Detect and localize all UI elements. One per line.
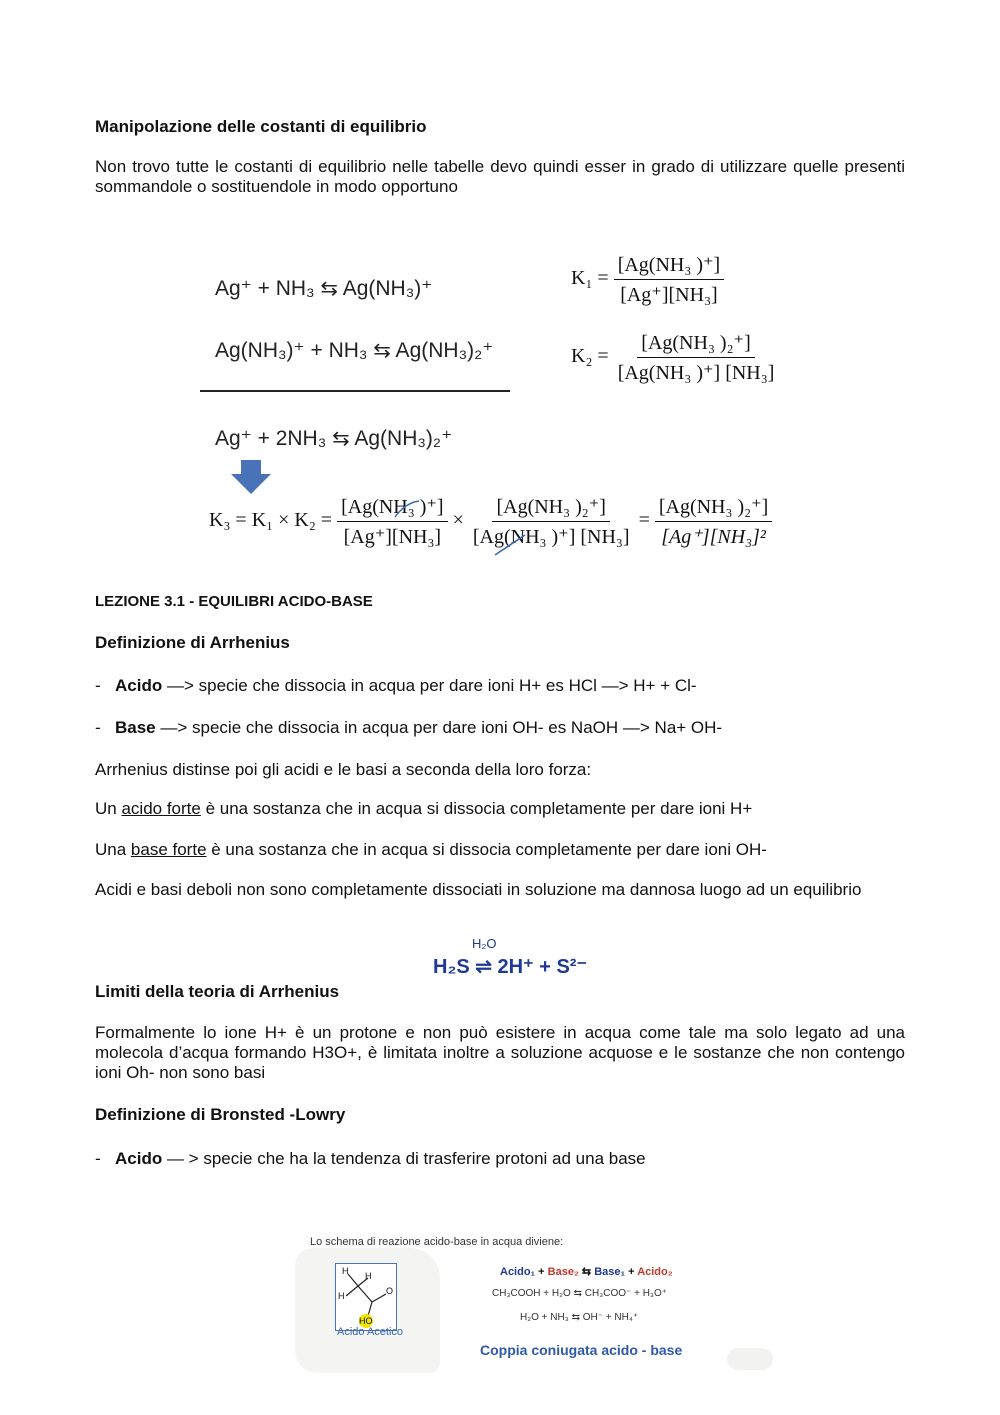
- intro-paragraph: Non trovo tutte le costanti di equilibrio nelle tabelle devo quindi esser in grado di utilizzare quelle presenti sommandole o sostituendole in modo opportuno: [95, 157, 905, 196]
- cancel-strokes: [375, 495, 635, 565]
- scheme-arrow: ⇆: [578, 1266, 595, 1278]
- bullet-text: — > specie che ha la tendenza di trasferire protoni ad una base: [162, 1149, 646, 1168]
- scheme-eq-2: H₂O + NH₃ ⇆ OH⁻ + NH₄⁺: [520, 1312, 639, 1323]
- base-forte-paragraph: [95, 840, 767, 860]
- scheme-acido1: Acido₁: [500, 1266, 536, 1278]
- text-fragment: è una sostanza che in acqua si dissocia completamente per dare ioni OH-: [206, 840, 767, 859]
- figure-caption: Lo schema di reazione acido-base in acqua diviene:: [310, 1236, 564, 1248]
- bullet-base: [95, 718, 722, 738]
- k1-fraction: [614, 252, 725, 307]
- reaction-sum: Ag⁺ + 2NH₃ ⇆ Ag(NH₃)₂⁺: [215, 427, 453, 450]
- k3-f1-denominator: [Ag⁺][NH₃]: [343, 526, 442, 548]
- k1-numerator: [Ag(NH₃ )⁺]: [614, 252, 725, 280]
- limiti-title: Limiti della teoria di Arrhenius: [95, 982, 340, 1001]
- k3-f2-denominator: [Ag(NH₃ )⁺] [NH₃]: [472, 526, 630, 548]
- down-arrow-icon: [231, 460, 271, 496]
- reaction-2: Ag(NH₃)⁺ + NH₃ ⇆ Ag(NH₃)₂⁺: [215, 339, 494, 362]
- forza-paragraph: Arrhenius distinse poi gli acidi e le basi a seconda della loro forza:: [95, 760, 592, 779]
- conjugate-pair-label: Coppia coniugata acido - base: [480, 1342, 683, 1358]
- scheme-base1: Base₁: [594, 1266, 626, 1278]
- k1-denominator: [Ag⁺][NH₃]: [620, 284, 718, 306]
- bullet-text: —> specie che dissocia in acqua per dare ioni H+ es HCl —> H+ + Cl-: [162, 676, 697, 695]
- bullet-acido: [95, 676, 697, 696]
- acido-forte-paragraph: [95, 799, 752, 819]
- k3-f3-denominator: [Ag⁺][NH₃]²: [661, 526, 766, 548]
- h2s-equation: H₂S ⇌ 2H⁺ + S²⁻: [433, 956, 588, 978]
- k2-lhs: K₂ =: [571, 345, 609, 368]
- limiti-paragraph: Formalmente lo ione H+ è un protone e non può esistere in acqua come tale ma solo legato ad una molecola d’acqua formando H3O+, è limitata inoltre a soluzione acquose e le sostanze che non contengo ioni Oh- non sono basi: [95, 1023, 905, 1082]
- scheme-line: [500, 1265, 673, 1278]
- scheme-plus: +: [625, 1266, 638, 1278]
- section-title: Manipolazione delle costanti di equilibrio: [95, 117, 427, 136]
- bullet-term: Acido: [115, 676, 163, 695]
- scheme-acido2: Acido₂: [637, 1266, 673, 1278]
- bullet-bronsted-acido: [95, 1149, 646, 1169]
- atom-h: H: [338, 1291, 345, 1301]
- k1-lhs: K₁ =: [571, 267, 609, 290]
- bullet-dash: -: [95, 718, 101, 737]
- equals-sign: =: [638, 509, 650, 532]
- text-fragment: Una: [95, 840, 131, 859]
- atom-h: H: [342, 1266, 349, 1276]
- underlined-term: acido forte: [121, 799, 201, 818]
- scheme-plus: +: [535, 1266, 548, 1278]
- acid-base-figure: [295, 1228, 775, 1378]
- k1-expression: [571, 252, 724, 307]
- k2-denominator: [Ag(NH₃ )⁺] [NH₃]: [617, 362, 775, 384]
- paper-scrap-bg: [727, 1348, 773, 1370]
- scheme-base2: Base₂: [547, 1266, 579, 1278]
- molecule-box: [335, 1263, 397, 1331]
- bullet-term: Base: [115, 718, 156, 737]
- bronsted-title: Definizione di Bronsted -Lowry: [95, 1105, 346, 1124]
- k3-f2-numerator: [Ag(NH₃ )₂⁺]: [492, 494, 609, 522]
- sum-line: [200, 390, 510, 392]
- times-sign: ×: [452, 509, 464, 532]
- bullet-dash: -: [95, 676, 101, 695]
- text-fragment: è una sostanza che in acqua si dissocia completamente per dare ioni H+: [200, 799, 753, 818]
- atom-ho: HO: [359, 1316, 373, 1326]
- bullet-dash: -: [95, 1149, 101, 1168]
- equilibrium-figure: [195, 240, 815, 570]
- atom-h: H: [365, 1271, 372, 1281]
- k2-numerator: [Ag(NH₃ )₂⁺]: [637, 330, 754, 358]
- reaction-1: Ag⁺ + NH₃ ⇆ Ag(NH₃)⁺: [215, 277, 433, 300]
- k3-fraction-3: [655, 494, 772, 549]
- k3-lhs: K₃ = K₁ × K₂ =: [209, 509, 333, 532]
- molecule-label: Acido Acetico: [337, 1326, 404, 1338]
- deboli-paragraph: Acidi e basi deboli non sono completamente dissociati in soluzione ma dannosa luogo ad un equilibrio: [95, 880, 862, 899]
- k2-expression: [571, 330, 778, 385]
- bullet-text: —> specie che dissocia in acqua per dare ioni OH- es NaOH —> Na+ OH-: [155, 718, 723, 737]
- k3-f1-numerator: [Ag(NH₃ )⁺]: [337, 494, 448, 522]
- underlined-term: base forte: [130, 840, 207, 859]
- h2s-solvent: H₂O: [472, 936, 497, 951]
- lesson-heading: LEZIONE 3.1 - EQUILIBRI ACIDO-BASE: [95, 593, 373, 610]
- bullet-term: Acido: [115, 1149, 163, 1168]
- k2-fraction: [614, 330, 779, 385]
- atom-o: O: [386, 1286, 394, 1296]
- arrhenius-title: Definizione di Arrhenius: [95, 633, 290, 652]
- scheme-eq-1: CH₃COOH + H₂O ⇆ CH₃COO⁻ + H₃O⁺: [492, 1288, 668, 1299]
- text-fragment: Un: [95, 799, 122, 818]
- k3-f3-numerator: [Ag(NH₃ )₂⁺]: [655, 494, 772, 522]
